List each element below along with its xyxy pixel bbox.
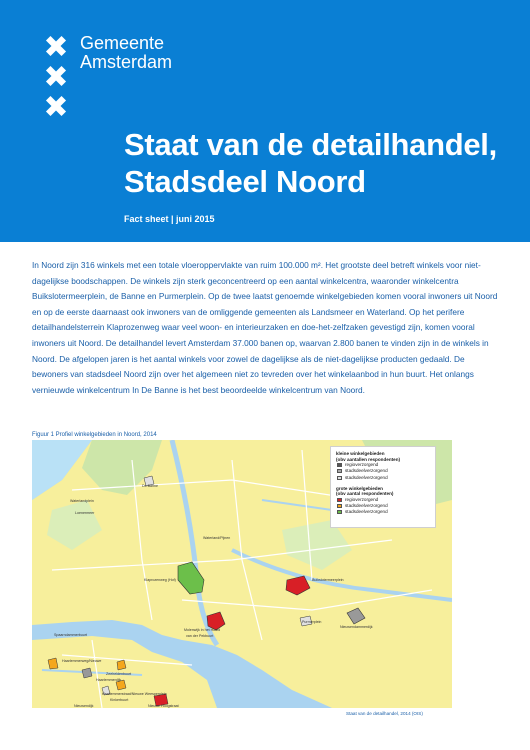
map-label: Haarlemmerweg/Nieuwe <box>62 659 102 663</box>
legend-swatch <box>337 510 342 514</box>
map-label: Klaprozenweg (Hof) <box>144 578 176 582</box>
logo-line-1: Gemeente <box>80 33 165 53</box>
logo-wordmark <box>80 34 172 72</box>
legend-small-heading <box>336 451 430 462</box>
map-label: Zeeheldenbuurt <box>106 672 132 676</box>
legend-label: regioverzorgend <box>345 462 379 468</box>
legend-heading-line: grote winkelgebieden <box>336 485 383 491</box>
legend-swatch <box>337 476 342 480</box>
map-label: De Banne <box>142 484 158 488</box>
legend-swatch <box>337 463 342 467</box>
legend-label: stadsdeelverzorgend <box>345 509 388 515</box>
map-label: Waterlandplein <box>70 499 94 503</box>
legend-swatch <box>337 469 342 473</box>
page-subtitle: Fact sheet | juni 2015 <box>124 214 215 224</box>
title-line-1: Staat van de detailhandel, <box>124 127 497 162</box>
map-label: Buikslotermeerplein <box>312 578 344 582</box>
map-label: Molenwijk in het Hoofd <box>184 628 221 632</box>
map-label: Nieuwendammerdijk <box>340 625 373 629</box>
logo-line-2: Amsterdam <box>80 52 173 72</box>
legend-large-heading <box>336 486 430 497</box>
map-label: Haarlemmerdijk <box>96 678 122 682</box>
map-label: Spaarndammerbuurt <box>54 633 87 637</box>
legend-label: regioverzorgend <box>345 496 379 502</box>
legend-heading-line: (obv aantal respondenten) <box>336 491 394 497</box>
legend-swatch <box>337 504 342 508</box>
figure-caption: Figuur 1 Profiel winkelgebieden in Noord, 2014 <box>32 432 157 438</box>
map-label: Haarlemmerstraat/Nieuwe Weesperplein <box>102 692 167 696</box>
legend-label: stadsdeelverzorgend <box>345 503 388 509</box>
map-label: Purmerplein <box>302 620 322 624</box>
legend-heading-line: kleine winkelgebieden <box>336 451 385 456</box>
map-label: Waterland/Pijnen <box>203 536 231 540</box>
map-label: Nieuwe Hoogstraat <box>148 704 179 708</box>
legend-label: stadsdeelverzorgend <box>345 468 388 474</box>
map-label: Nieuwendijk <box>74 704 94 708</box>
page-title <box>124 126 497 200</box>
header-banner <box>0 0 530 242</box>
legend-label: stadsdeelverzorgend <box>345 474 388 480</box>
legend-swatch <box>337 498 342 502</box>
map-label: van der Pekbuurt <box>186 634 214 638</box>
title-line-2: Stadsdeel Noord <box>124 164 366 199</box>
legend-heading-line: (obv aantallen respondenten) <box>336 456 401 462</box>
intro-paragraph: In Noord zijn 316 winkels met een totale vloeroppervlakte van ruim 100.000 m². Het grootste deel betreft winkels voor niet-dagelijkse boodschappen. De winkels zijn sterk geconcentreerd op een aantal winkelcentra, waaronder winkelcentra Buikslotermeerplein, de Banne en Purmerplein. Op de twee laatst genoemde winkelgebieden komen vooral inwoners uit Noord en op de eerste daarnaast ook inwoners van de omliggende gemeenten als Landsmeer en Waterland. Op het perifere detailhandelsterrein Klaprozenweg waar veel woon- en interieurzaken en doe-het-zelfzaken gevestigd zijn, komen vooral inwoners uit Noord. De detailhandel levert Amsterdam 37.000 banen op, waarvan 2.800 banen te vinden zijn in de winkels in Noord. De afgelopen jaren is het aantal winkels voor zowel de dagelijkse als de niet-dagelijkse producten gedaald. De bewoners van stadsdeel Noord zijn over het algemeen niet zo tevreden over het winkelaanbod in hun buurt. Het onlangs vernieuwde winkelcentrum In De Banne is het best beoordeelde winkelcentrum van Noord. <box>32 260 498 395</box>
map-legend <box>330 446 436 528</box>
legend-item <box>337 509 430 515</box>
map-label: Kinkerbuurt <box>110 698 129 702</box>
map-source: Staat van de detailhandel, 2014 (OIS) <box>346 711 423 716</box>
map-label: Loenermeer <box>75 511 95 515</box>
